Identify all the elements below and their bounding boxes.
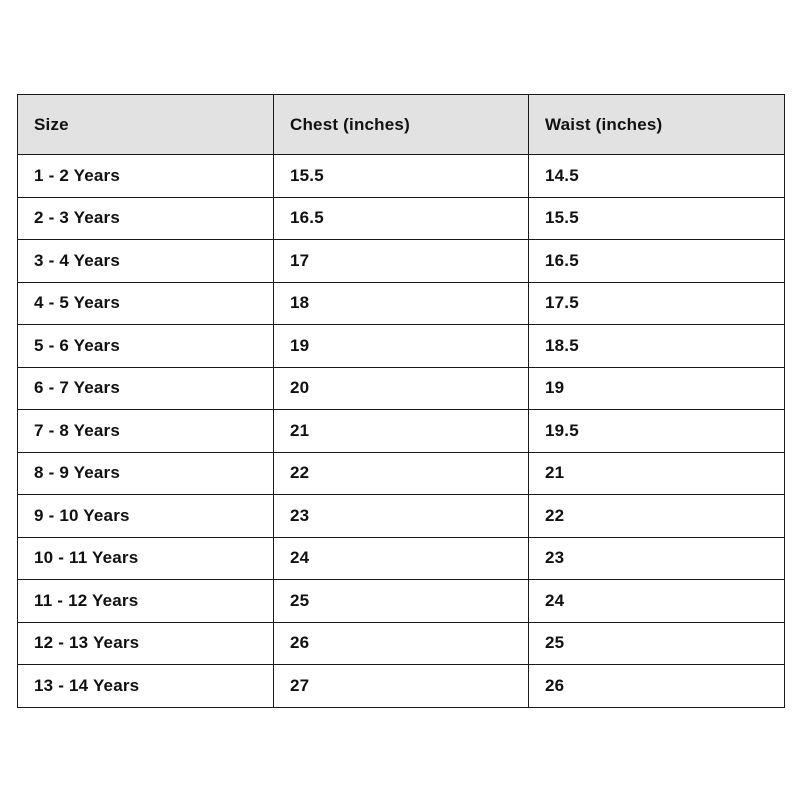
table-row <box>18 495 785 538</box>
cell-waist: 22 <box>529 495 785 538</box>
table-row <box>18 155 785 198</box>
table-row <box>18 367 785 410</box>
cell-waist: 16.5 <box>529 240 785 283</box>
cell-size: 10 - 11 Years <box>18 537 274 580</box>
cell-size: 2 - 3 Years <box>18 197 274 240</box>
size-chart-table <box>17 94 785 708</box>
cell-chest: 23 <box>274 495 529 538</box>
cell-chest: 20 <box>274 367 529 410</box>
cell-size: 4 - 5 Years <box>18 282 274 325</box>
header-size: Size <box>18 95 274 155</box>
cell-chest: 25 <box>274 580 529 623</box>
table-row <box>18 580 785 623</box>
cell-chest: 18 <box>274 282 529 325</box>
cell-chest: 24 <box>274 537 529 580</box>
cell-size: 3 - 4 Years <box>18 240 274 283</box>
header-chest: Chest (inches) <box>274 95 529 155</box>
cell-waist: 19 <box>529 367 785 410</box>
table-row <box>18 197 785 240</box>
cell-size: 11 - 12 Years <box>18 580 274 623</box>
cell-waist: 17.5 <box>529 282 785 325</box>
cell-chest: 21 <box>274 410 529 453</box>
table-row <box>18 325 785 368</box>
table-row <box>18 410 785 453</box>
table-row <box>18 665 785 708</box>
cell-size: 8 - 9 Years <box>18 452 274 495</box>
cell-size: 12 - 13 Years <box>18 622 274 665</box>
cell-chest: 15.5 <box>274 155 529 198</box>
cell-chest: 22 <box>274 452 529 495</box>
cell-waist: 18.5 <box>529 325 785 368</box>
cell-waist: 23 <box>529 537 785 580</box>
table-row <box>18 282 785 325</box>
cell-size: 13 - 14 Years <box>18 665 274 708</box>
table-row <box>18 537 785 580</box>
cell-size: 7 - 8 Years <box>18 410 274 453</box>
table-row <box>18 240 785 283</box>
table-body <box>18 155 785 708</box>
cell-chest: 16.5 <box>274 197 529 240</box>
cell-chest: 27 <box>274 665 529 708</box>
cell-waist: 26 <box>529 665 785 708</box>
table-row <box>18 452 785 495</box>
cell-waist: 25 <box>529 622 785 665</box>
cell-waist: 14.5 <box>529 155 785 198</box>
cell-waist: 24 <box>529 580 785 623</box>
header-waist: Waist (inches) <box>529 95 785 155</box>
cell-chest: 26 <box>274 622 529 665</box>
cell-size: 6 - 7 Years <box>18 367 274 410</box>
header-row <box>18 95 785 155</box>
cell-waist: 15.5 <box>529 197 785 240</box>
table-header <box>18 95 785 155</box>
cell-size: 1 - 2 Years <box>18 155 274 198</box>
cell-waist: 21 <box>529 452 785 495</box>
cell-size: 9 - 10 Years <box>18 495 274 538</box>
table-row <box>18 622 785 665</box>
cell-chest: 19 <box>274 325 529 368</box>
cell-chest: 17 <box>274 240 529 283</box>
cell-waist: 19.5 <box>529 410 785 453</box>
cell-size: 5 - 6 Years <box>18 325 274 368</box>
